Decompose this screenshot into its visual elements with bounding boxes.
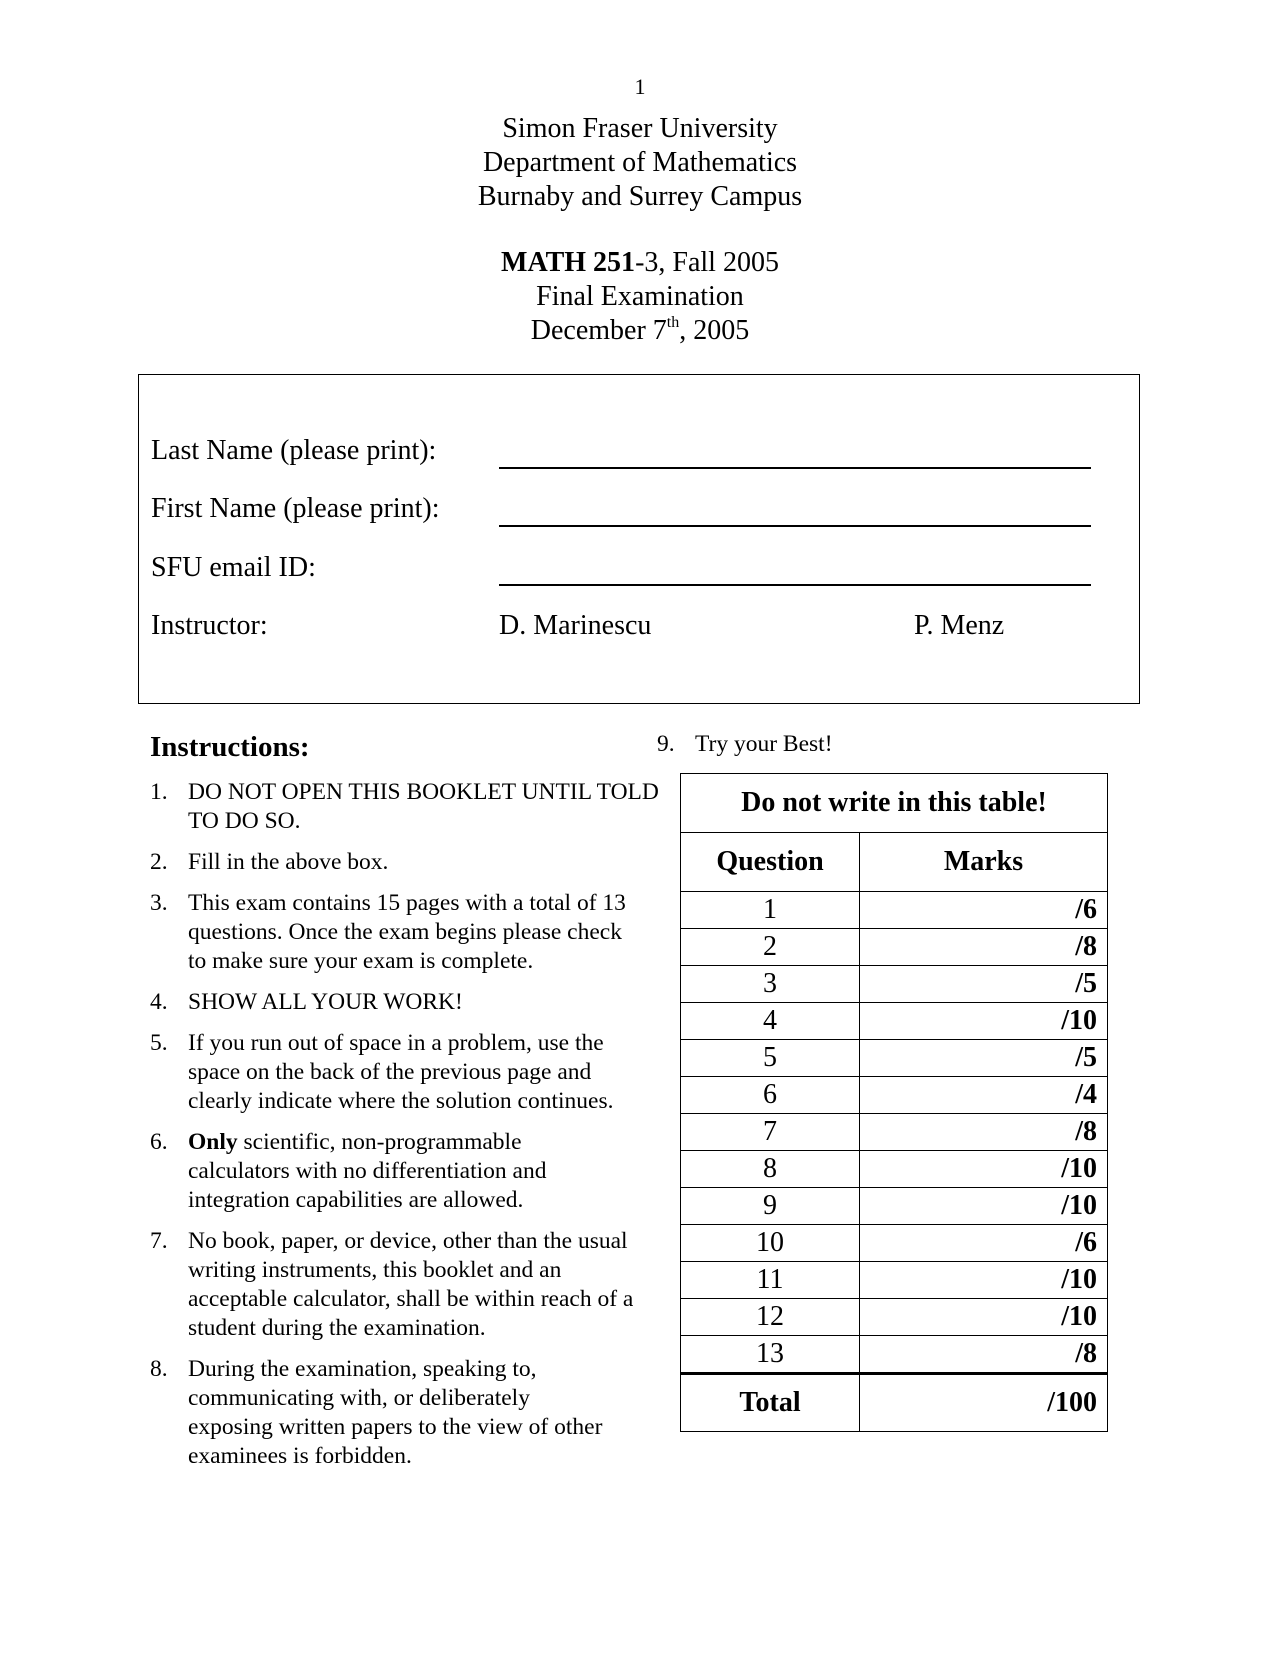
question-marks: /5 xyxy=(860,966,1108,1003)
question-marks: /10 xyxy=(860,1003,1108,1040)
university-name: Simon Fraser University xyxy=(502,113,778,144)
course-suffix: -3, Fall 2005 xyxy=(635,247,779,278)
table-row xyxy=(681,966,1108,1003)
instruction-text: No book, paper, or device, other than the usual writing instruments, this booklet and an acceptable calculator, shall be within reach of a student during the examination. xyxy=(188,1228,634,1341)
instruction-emphasis: Only xyxy=(188,1129,238,1155)
last-name-field[interactable] xyxy=(499,431,1091,469)
instruction-number: 6. xyxy=(150,1129,168,1155)
page-number: 1 xyxy=(634,74,646,99)
table-row xyxy=(681,1077,1108,1114)
table-row xyxy=(681,1336,1108,1374)
instruction-number: 7. xyxy=(150,1228,168,1254)
instruction-item xyxy=(150,1227,658,1343)
question-marks: /8 xyxy=(860,929,1108,966)
instructions-list xyxy=(150,778,659,1471)
first-name-label: First Name (please print): xyxy=(151,493,440,524)
question-number: 11 xyxy=(681,1262,860,1299)
total-value: /100 xyxy=(860,1374,1108,1432)
marks-table-title-row xyxy=(681,774,1108,833)
date-prefix: December 7 xyxy=(530,315,667,346)
instruction-text: DO NOT OPEN THIS BOOKLET UNTIL TOLD TO DO SO. xyxy=(188,779,659,834)
instruction-item xyxy=(150,1128,608,1215)
department-name: Department of Mathematics xyxy=(482,147,798,178)
instructions-section xyxy=(150,728,659,1483)
instruction-item xyxy=(150,848,650,877)
student-info-box xyxy=(138,374,1140,704)
marks-table-title: Do not write in this table! xyxy=(681,774,1108,833)
instructor-option-menz[interactable]: P. Menz xyxy=(914,610,1005,641)
university-header xyxy=(0,112,1280,214)
table-row xyxy=(681,929,1108,966)
instruction-text: Fill in the above box. xyxy=(188,849,389,875)
question-marks: /5 xyxy=(860,1040,1108,1077)
column-header-marks: Marks xyxy=(860,833,1108,892)
instruction-text: SHOW ALL YOUR WORK! xyxy=(188,989,463,1015)
instruction-number: 3. xyxy=(150,890,168,916)
question-marks: /10 xyxy=(860,1151,1108,1188)
table-row xyxy=(681,1151,1108,1188)
email-field[interactable] xyxy=(499,548,1091,586)
question-number: 1 xyxy=(681,892,860,929)
question-number: 8 xyxy=(681,1151,860,1188)
question-marks: /6 xyxy=(860,892,1108,929)
question-marks: /10 xyxy=(860,1188,1108,1225)
instructor-label: Instructor: xyxy=(151,610,268,641)
table-row xyxy=(681,892,1108,929)
instruction-number: 8. xyxy=(150,1356,168,1382)
instructor-option-marinescu[interactable]: D. Marinescu xyxy=(499,610,652,641)
table-row xyxy=(681,1262,1108,1299)
column-header-question: Question xyxy=(681,833,860,892)
question-number: 9 xyxy=(681,1188,860,1225)
question-number: 5 xyxy=(681,1040,860,1077)
question-number: 13 xyxy=(681,1336,860,1374)
instruction-text: If you run out of space in a problem, use the space on the back of the previous page and clearly indicate where the solution continues. xyxy=(188,1030,614,1114)
instruction-item xyxy=(150,1029,650,1116)
instructions-title: Instructions: xyxy=(150,731,310,763)
table-row xyxy=(681,1040,1108,1077)
marks-table xyxy=(680,773,1108,1432)
table-row xyxy=(681,1003,1108,1040)
instruction-number: 9. xyxy=(657,731,675,757)
exam-date xyxy=(0,314,1280,348)
date-suffix: , 2005 xyxy=(679,315,750,346)
instruction-item xyxy=(150,889,628,976)
instruction-number: 4. xyxy=(150,989,168,1015)
question-number: 4 xyxy=(681,1003,860,1040)
table-row xyxy=(681,1299,1108,1336)
course-line xyxy=(0,246,1280,280)
table-row xyxy=(681,1225,1108,1262)
instruction-text: This exam contains 15 pages with a total of 13 questions. Once the exam begins please check to make sure your exam is complete. xyxy=(188,890,626,974)
question-number: 7 xyxy=(681,1114,860,1151)
question-marks: /10 xyxy=(860,1262,1108,1299)
marks-table-header-row xyxy=(681,833,1108,892)
last-name-label: Last Name (please print): xyxy=(151,435,437,466)
exam-title: Final Examination xyxy=(536,281,744,312)
question-number: 10 xyxy=(681,1225,860,1262)
instruction-item xyxy=(150,1355,612,1471)
question-number: 3 xyxy=(681,966,860,1003)
instructor-row xyxy=(151,606,1131,646)
total-label: Total xyxy=(681,1374,860,1432)
course-code: MATH 251 xyxy=(501,247,636,278)
question-marks: /8 xyxy=(860,1336,1108,1374)
instruction-item-9 xyxy=(657,730,1057,759)
question-number: 12 xyxy=(681,1299,860,1336)
instruction-item xyxy=(150,778,668,836)
table-row xyxy=(681,1114,1108,1151)
question-number: 6 xyxy=(681,1077,860,1114)
instruction-text: scientific, non-programmable calculators with no differentiation and integration capabilities are allowed. xyxy=(188,1129,547,1213)
instruction-number: 1. xyxy=(150,779,168,805)
email-label: SFU email ID: xyxy=(151,552,316,583)
question-marks: /8 xyxy=(860,1114,1108,1151)
first-name-field[interactable] xyxy=(499,489,1091,527)
question-marks: /6 xyxy=(860,1225,1108,1262)
question-marks: /4 xyxy=(860,1077,1108,1114)
instruction-item xyxy=(150,988,650,1017)
exam-header xyxy=(0,246,1280,348)
question-marks: /10 xyxy=(860,1299,1108,1336)
campus-name: Burnaby and Surrey Campus xyxy=(477,181,803,212)
instruction-number: 5. xyxy=(150,1030,168,1056)
instruction-number: 2. xyxy=(150,849,168,875)
table-row xyxy=(681,1188,1108,1225)
instruction-text: Try your Best! xyxy=(695,731,833,757)
date-sup: th xyxy=(666,314,680,331)
total-row xyxy=(681,1374,1108,1432)
instruction-text: During the examination, speaking to, communicating with, or deliberately exposing written papers to the view of other examinees is forbidden. xyxy=(188,1356,603,1469)
question-number: 2 xyxy=(681,929,860,966)
